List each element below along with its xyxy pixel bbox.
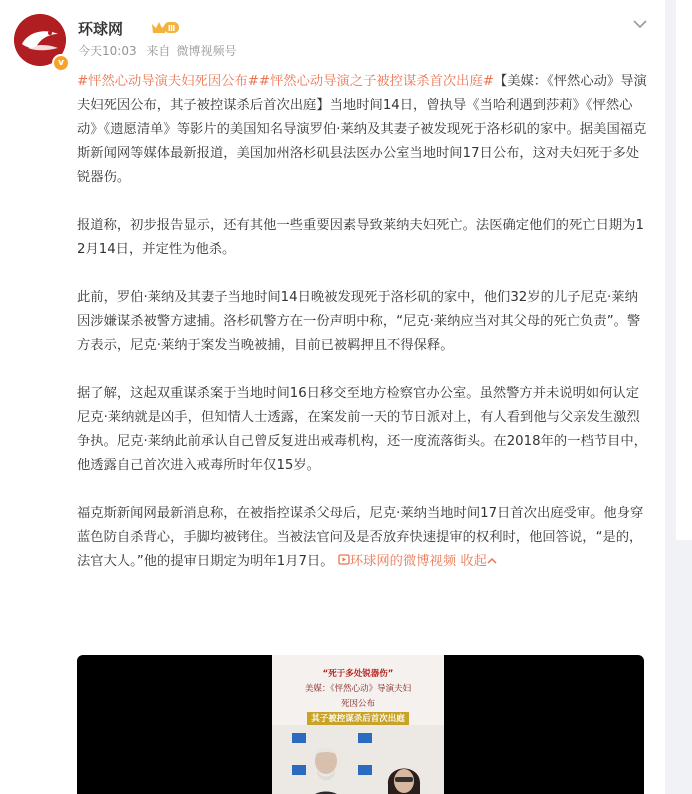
video-caption-line-4: 其子被控谋杀后首次出庭 [307, 712, 409, 727]
video-player[interactable] [77, 655, 644, 794]
backdrop-logo-icon [292, 765, 306, 775]
post-paragraph-4: 据了解，这起双重谋杀案于当地时间16日移交至地方检察官办公室。虽然警方并未说明如何认定尼克·莱纳就是凶手，但知情人士透露，在案发前一天的节日派对上，有人看到他与父亲发生激烈争执。尼克·莱纳此前承认自己曾反复进出戒毒机构，还一度流落街头。在2018年的一档节目中，他透露自己首次进入戒毒所时年仅15岁。 [77, 386, 647, 473]
paragraph-1-text: 【美媒：《怦然心动》导演夫妇死因公布，其子被控谋杀后首次出庭】当地时间14日，曾执导《当哈利遇到莎莉》《怦然心动》《遗愿清单》等影片的美国知名导演罗伯·莱纳及其妻子被发现死于洛杉矶的家中。据美国福克斯新闻网等媒体最新报道，美国加州洛杉矶县法医办公室当地时间17日公布，这对夫妇死于多处锐器伤。 [77, 74, 647, 185]
verified-icon: v [52, 54, 70, 72]
hashtag-2[interactable]: #怦然心动导演之子被控谋杀首次出庭# [258, 74, 494, 89]
chevron-up-icon [487, 557, 497, 565]
username[interactable]: 环球网 [78, 20, 124, 38]
hashtag-1[interactable]: #怦然心动导演夫妇死因公布# [77, 74, 259, 89]
post-source[interactable]: 微博视频号 [176, 44, 237, 58]
backdrop-logo-icon [358, 765, 372, 775]
post-body [77, 70, 647, 574]
post-paragraph-3: 此前，罗伯·莱纳及其妻子当地时间14日晚被发现死于洛杉矶的家中，他们32岁的儿子尼克·莱纳因涉嫌谋杀被警方逮捕。洛杉矶警方在一份声明中称，“尼克·莱纳应当对其父母的死亡负责”。警方表示，尼克·莱纳于案发当晚被捕，目前已被羁押且不得保释。 [77, 290, 641, 353]
backdrop-logo-icon [358, 733, 372, 743]
post-header [14, 14, 654, 68]
video-caption-line-3: 死因公布 [340, 699, 375, 709]
person-woman-figure [384, 755, 424, 794]
video-link-icon [338, 554, 350, 565]
sidebar-card [676, 0, 692, 540]
chevron-down-icon[interactable] [628, 14, 652, 36]
level-badge-text: Ⅲ [167, 24, 176, 33]
post-source-prefix: 来自 [146, 44, 171, 58]
collapse-button[interactable] [460, 554, 497, 569]
post-time[interactable]: 今天10:03 [78, 44, 137, 58]
post-paragraph-2: 报道称，初步报告显示，还有其他一些重要因素导致莱纳夫妇死亡。法医确定他们的死亡日期为12月14日，并定性为他杀。 [77, 218, 644, 257]
post-meta [78, 42, 242, 59]
video-link-label: 环球网的微博视频 [349, 554, 457, 569]
video-caption-line-2: 美媒：《怦然心动》导演夫妇 [304, 684, 412, 694]
collapse-label: 收起 [460, 554, 487, 569]
post-paragraph-1 [77, 70, 647, 190]
crown-level-icon [150, 19, 180, 36]
video-link[interactable] [338, 554, 456, 569]
video-caption-line-1: “死于多处锐器伤” [322, 669, 394, 679]
backdrop-logo-icon [292, 733, 306, 743]
video-caption [276, 667, 440, 727]
video-frame [272, 655, 444, 794]
person-man-figure [307, 743, 345, 794]
paragraph-5-text: 福克斯新闻网最新消息称，在被指控谋杀父母后，尼克·莱纳当地时间17日首次出庭受审。他身穿蓝色防自杀背心，手脚均被铐住。当被法官问及是否放弃快速提审的权利时，他回答说，“是的，法官大人。”他的提审日期定为明年1月7日。 [77, 506, 644, 569]
post-paragraph-5 [77, 502, 647, 574]
